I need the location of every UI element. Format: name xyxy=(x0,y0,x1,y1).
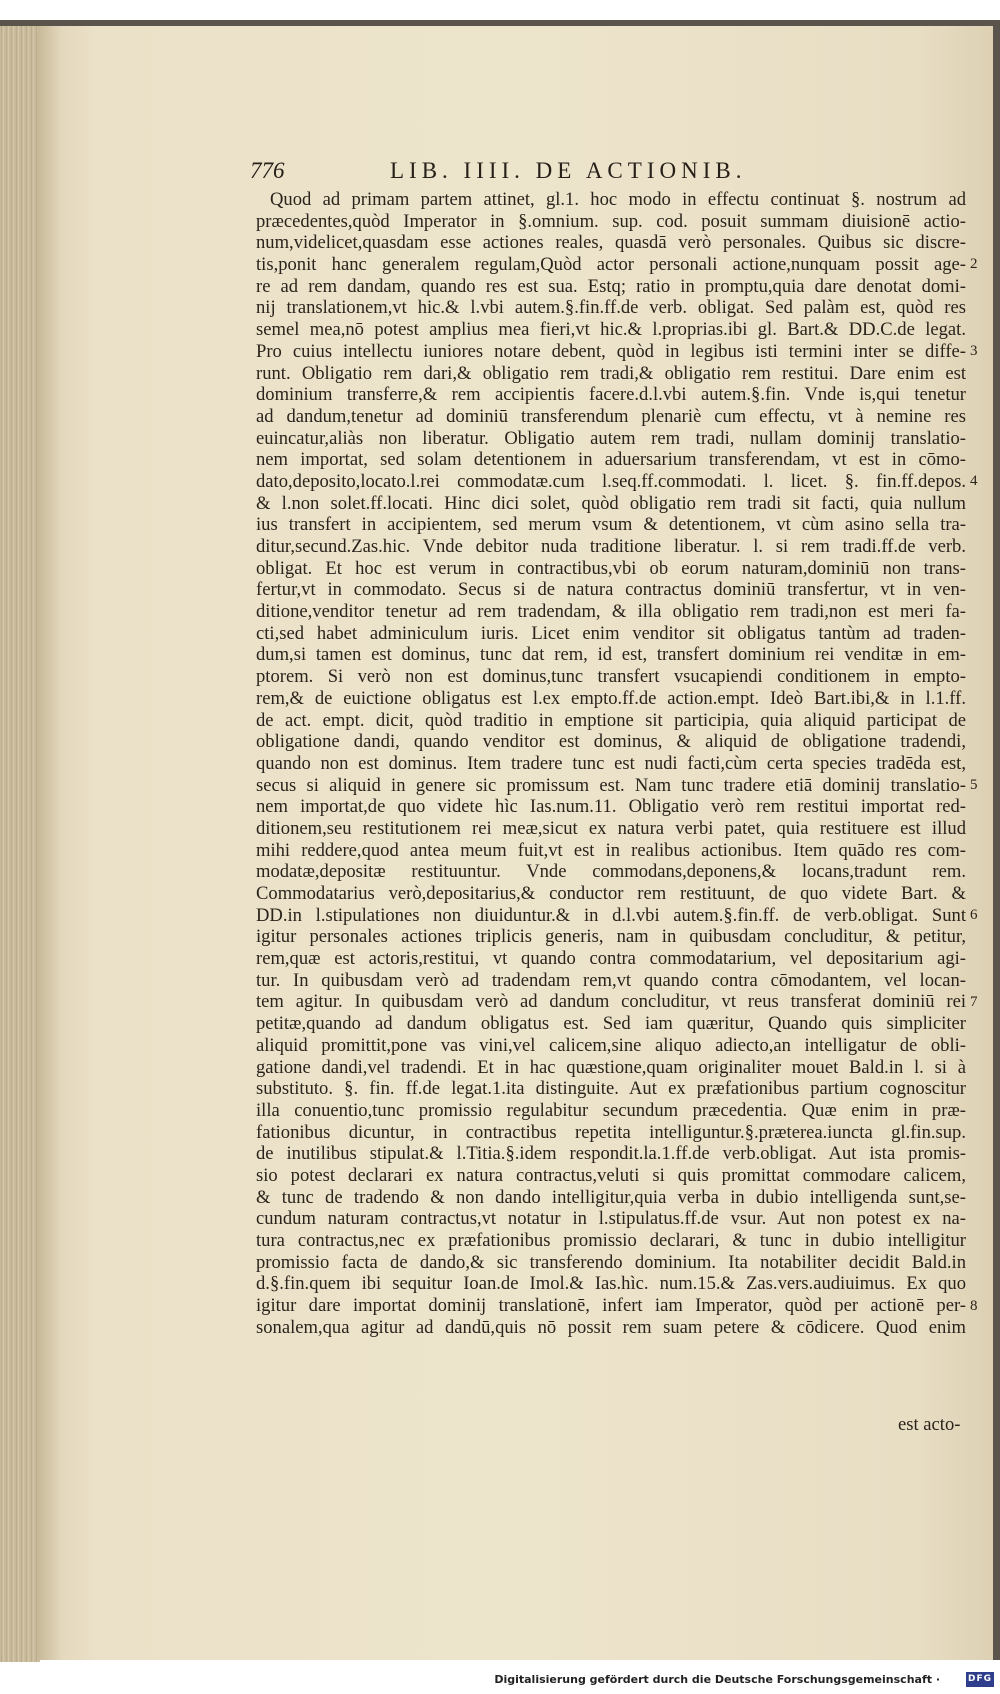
text-line: dominium transferre,& rem accipientis facere.d.l.vbi autem.§.fin. Vnde is,qui tenetur xyxy=(256,384,966,406)
text-line: DD.in l.stipulationes non diuiduntur.& in d.l.vbi autem.§.fin.ff. de verb.obligat. Sunt xyxy=(256,904,966,926)
text-line: secus si aliquid in genere sic promissum est. Nam tunc tradere etiā dominij translatio- xyxy=(256,774,966,796)
text-line: nem importat, sed solam detentionem in aduersarium transferendam, vt est in cōmo- xyxy=(256,449,966,471)
text-line: & tunc de tradendo & non dando intelligitur,quia verba in dubio intelligenda sunt,se- xyxy=(256,1186,966,1208)
folio-number: 776 xyxy=(250,158,285,183)
text-line: dato,deposito,locato.l.rei commodatæ.cum l.seq.ff.commodati. l. licet. §. fin.ff.depos. xyxy=(256,470,966,492)
body-text xyxy=(256,189,966,1338)
margin-number: 8 xyxy=(970,1297,978,1314)
text-line: nem importat,de quo videte hìc Ias.num.11. Obligatio verò rem restitui importat red- xyxy=(256,796,966,818)
text-line: num,videlicet,quasdam esse actiones reales, quasdā verò personales. Quibus sic discre- xyxy=(256,232,966,254)
running-head: LIB. IIII. DE ACTIONIB. xyxy=(390,158,747,183)
text-line: de act. empt. dicit, quòd traditio in emptione sit participia, quia aliquid participat de xyxy=(256,709,966,731)
text-line: fertur,vt in commodato. Secus si de natura contractus dominiū transfertur, vt in ven- xyxy=(256,579,966,601)
text-line: sonalem,qua agitur ad dandū,quis nō possit rem suam petere & cōdicere. Quod enim xyxy=(256,1316,966,1338)
text-line: mihi reddere,quod antea meum fuit,vt est in realibus actionibus. Item quādo res com- xyxy=(256,839,966,861)
margin-number: 4 xyxy=(970,473,978,490)
text-line: cundum naturam contractus,vt notatur in l.stipulatus.ff.de vsur. Aut non potest ex na- xyxy=(256,1208,966,1230)
text-line: runt. Obligatio rem dari,& obligatio rem tradi,& obligatio rem restitui. Dare enim est xyxy=(256,362,966,384)
text-line: ditur,secund.Zas.hic. Vnde debitor nuda traditione liberatur. l. si rem tradi.ff.de verb. xyxy=(256,536,966,557)
text-line: gatione dandi,vel tradendi. Et in hac quæstione,quam originaliter mouet Bald.in l. si à xyxy=(256,1056,966,1078)
text-line: d.§.fin.quem ibi sequitur Ioan.de Imol.& Ias.hìc. num.15.& Zas.vers.audiuimus. Ex quo xyxy=(256,1273,966,1295)
text-line: substituto. §. fin. ff.de legat.1.ita distinguite. Aut ex præfationibus partium cognoscitur xyxy=(256,1078,966,1100)
text-line: ditionem,seu restitutionem rei meæ,sicut ex natura verbi patet, quia restituere est illud xyxy=(256,817,966,839)
text-line: cti,sed habet adminiculum iuris. Licet enim venditor sit obligatus tantùm ad traden- xyxy=(256,622,966,644)
text-line: obligatione dandi, quando venditor est dominus, & aliquid de obligatione tradendi, xyxy=(256,731,966,753)
page-header xyxy=(250,150,980,186)
text-line: obligat. Et hoc est verum in contractibus,vbi ob eorum naturam,dominiū non trans- xyxy=(256,557,966,579)
margin-number: 2 xyxy=(970,256,978,273)
text-line: rem,quæ est actoris,restitui, vt quando contra commodatarium, vel depositarium agi- xyxy=(256,948,966,970)
text-line: modatæ,depositæ restituuntur. Vnde commodans,deponens,& locans,tradunt rem. xyxy=(256,861,966,883)
text-line: quando non est dominus. Item tradere tunc est nudi facti,cùm certa species tradēda est, xyxy=(256,752,966,774)
text-line: Commodatarius verò,depositarius,& conductor rem restituunt, de quo videte Bart. & xyxy=(256,883,966,904)
text-line: fationibus dicuntur, in contractibus repetita intelliguntur.§.præterea.iuncta gl.fin.sup. xyxy=(256,1121,966,1143)
margin-number: 3 xyxy=(970,342,978,359)
page-edges xyxy=(0,26,40,1662)
text-line: sio potest declarari ex natura contractus,veluti si quis promittat commodare calicem, xyxy=(256,1164,966,1186)
text-line: euincatur,aliàs non liberatur. Obligatio autem rem tradi, nullam dominij translatio- xyxy=(256,427,966,449)
margin-number: 6 xyxy=(970,907,978,924)
text-line: igitur dare importat dominij translationē, infert iam Imperator, quòd per actionē per- xyxy=(256,1295,966,1317)
margin-number: 7 xyxy=(970,993,978,1010)
digitization-credit: Digitalisierung gefördert durch die Deutsche Forschungsgemeinschaft · xyxy=(494,1673,940,1686)
text-line: petitæ,quando ad dandum obligatus est. Sed iam quæritur, Quando quis simpliciter xyxy=(256,1013,966,1035)
text-line: ad dandum,tenetur ad dominiū transferendum plenariè cum effectu, vt à nemine res xyxy=(256,405,966,427)
text-line: tem agitur. In quibusdam verò ad dandum concluditur, vt reus transferat dominiū rei xyxy=(256,991,966,1013)
text-line: ius transfert in accipientem, sed merum vsum & detentionem, vt cùm asino sella tra- xyxy=(256,514,966,536)
margin-number: 5 xyxy=(970,776,978,793)
text-line: nij translationem,vt hic.& l.vbi autem.§.fin.ff.de verb. obligat. Sed palàm est, quòd res xyxy=(256,297,966,319)
text-line: Pro cuius intellectu iuniores notare debent, quòd in legibus isti termini inter se diffe- xyxy=(256,340,966,362)
text-line: rem,& de euictione obligatus est l.ex empto.ff.de action.empt. Ideò Bart.ibi,& in l.1.ff. xyxy=(256,687,966,709)
text-line: de inutilibus stipulat.& l.Titia.§.idem respondit.la.1.ff.de verb.obligat. Aut ista promis- xyxy=(256,1143,966,1165)
text-line: semel mea,nō potest amplius mea fieri,vt hic.& l.proprias.ibi gl. Bart.& DD.C.de legat. xyxy=(256,319,966,341)
text-line: tura contractus,nec ex præfationibus promissio declarari, & tunc in dubio intelligitur xyxy=(256,1230,966,1251)
text-line: præcedentes,quòd Imperator in §.omnium. sup. cod. posuit summam diuisionē actio- xyxy=(256,210,966,232)
text-line: aliquid promittit,pone vas vini,vel calicem,sine aliquo adiecto,an intelligatur de obli- xyxy=(256,1034,966,1056)
text-line: illa conuentio,tunc promissio regulabitur secundum præcedentia. Quæ enim in præ- xyxy=(256,1099,966,1121)
text-line: ditione,venditor tenetur ad rem tradendam, & illa obligatio rem tradi,non est meri fa- xyxy=(256,601,966,623)
text-line: & l.non solet.ff.locati. Hinc dici solet, quòd obligatio rem tradi sit facti, quia nullum xyxy=(256,492,966,514)
text-line: tur. In quibusdam verò ad tradendam rem,vt quando contra cōmodantem, vel locan- xyxy=(256,969,966,991)
text-line: Quod ad primam partem attinet, gl.1. hoc modo in effectu continuat §. nostrum ad xyxy=(270,189,966,210)
text-line: igitur personales actiones triplicis generis, nam in quibusdam concluditur, & petitur, xyxy=(256,926,966,948)
text-line: re ad rem dandam, quando res est sua. Estq; ratio in promptu,quia dare denotat domi- xyxy=(256,275,966,297)
dfg-logo-icon: DFG xyxy=(966,1672,994,1687)
text-line: tis,ponit hanc generalem regulam,Quòd actor personali actione,nunquam possit age- xyxy=(256,254,966,276)
text-line: dum,si tamen est dominus, tunc dat rem, id est, transfert dominium rei venditæ in em- xyxy=(256,644,966,666)
catchword: est acto- xyxy=(898,1414,961,1435)
text-line: promissio facta de dando,& sic transferendo dominium. Ita notabiliter decidit Bald.in xyxy=(256,1251,966,1273)
text-line: ptorem. Si verò non est dominus,tunc transfert vsucapiendi conditionem in empto- xyxy=(256,666,966,688)
